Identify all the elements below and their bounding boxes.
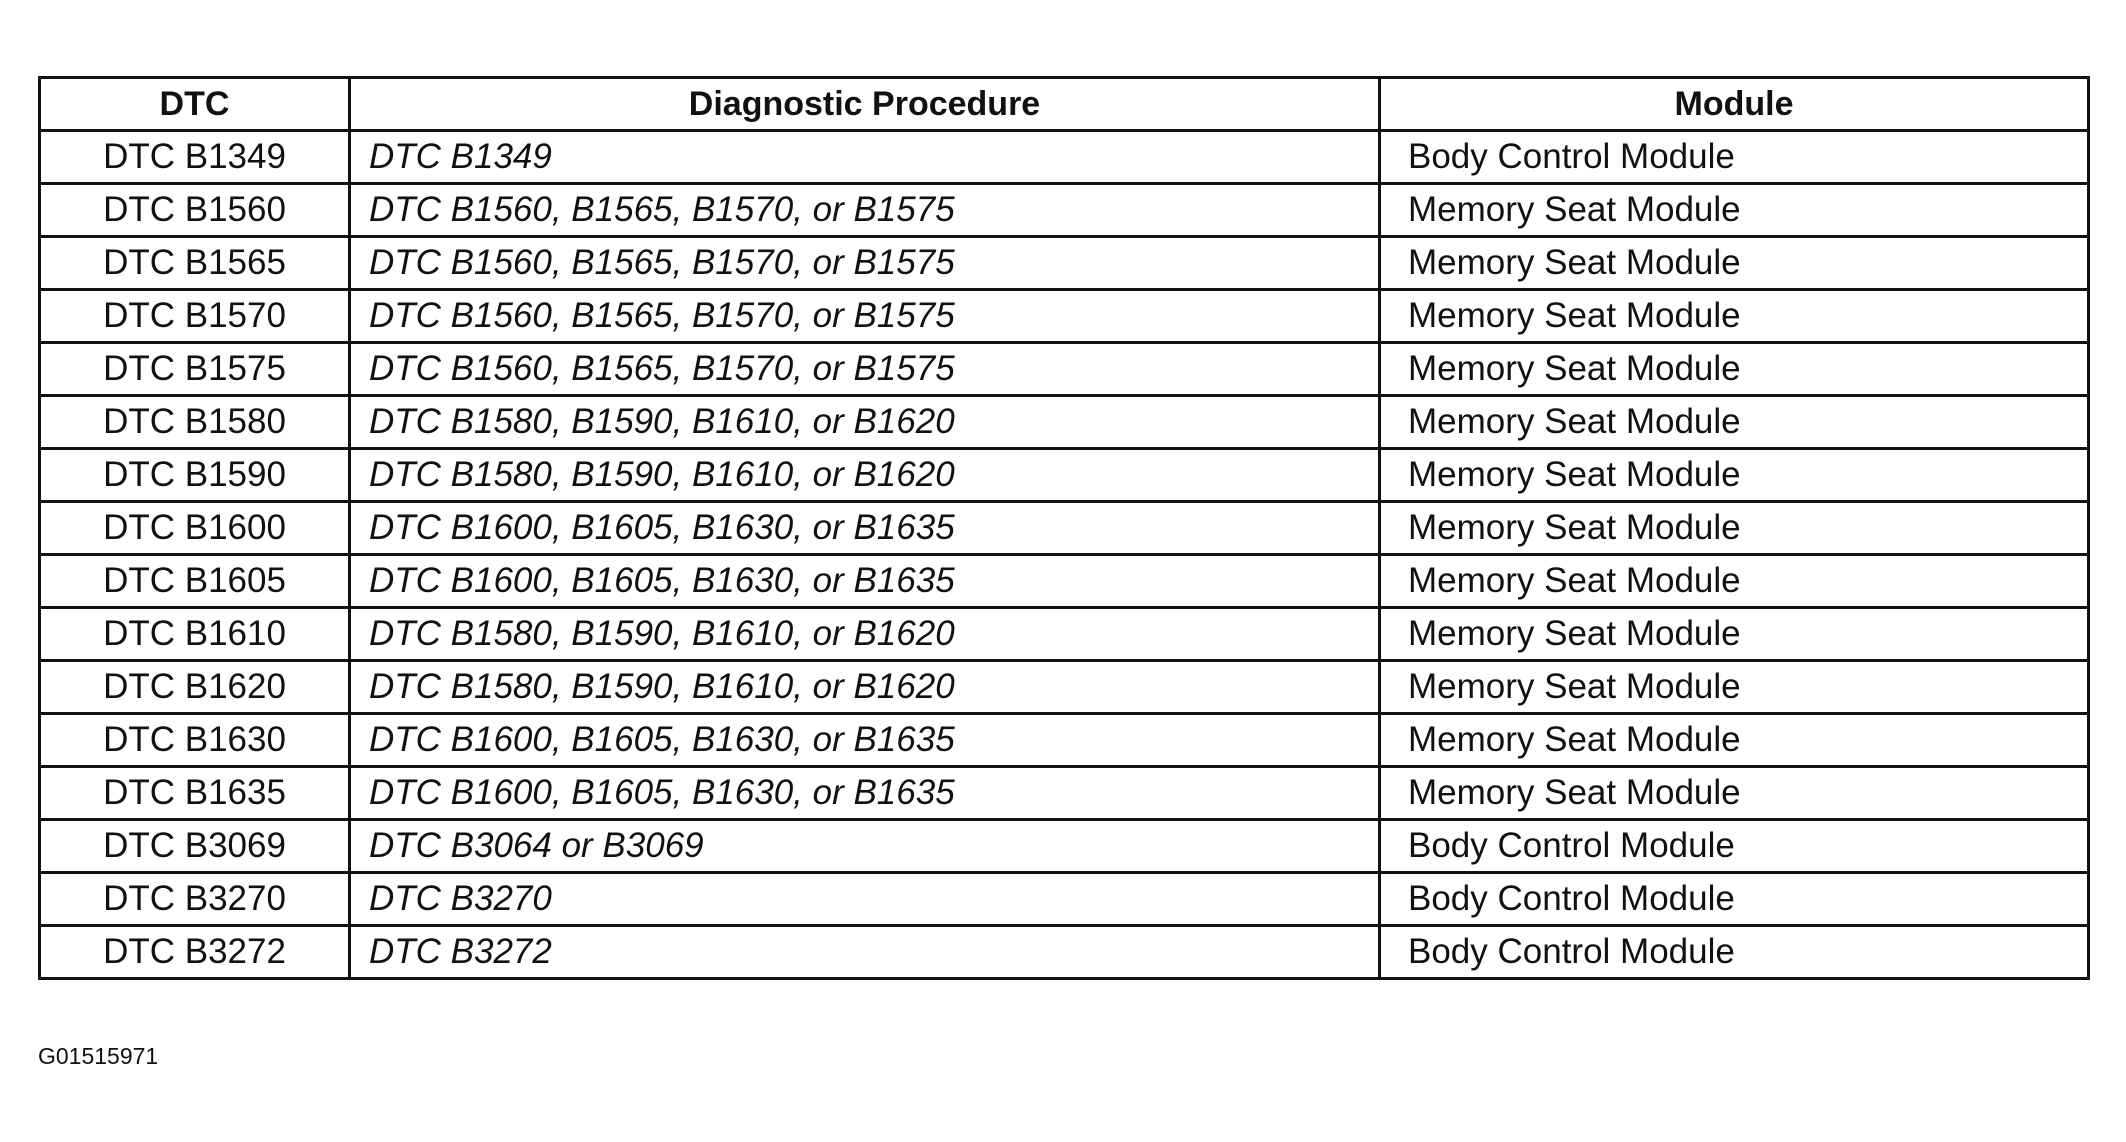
dtc-code-cell: DTC B1600 [40, 502, 350, 555]
diagnostic-procedure-cell: DTC B1580, B1590, B1610, or B1620 [350, 449, 1380, 502]
module-cell: Body Control Module [1380, 131, 2089, 184]
module-cell: Memory Seat Module [1380, 449, 2089, 502]
diagnostic-procedure-cell: DTC B1580, B1590, B1610, or B1620 [350, 608, 1380, 661]
dtc-code-cell: DTC B1570 [40, 290, 350, 343]
dtc-table [38, 76, 2090, 980]
figure-id: G01515971 [38, 1043, 159, 1069]
diagnostic-procedure-cell: DTC B1349 [350, 131, 1380, 184]
table-row [40, 661, 2089, 714]
dtc-code-cell: DTC B1630 [40, 714, 350, 767]
module-cell: Body Control Module [1380, 873, 2089, 926]
diagnostic-procedure-cell: DTC B3270 [350, 873, 1380, 926]
table-row [40, 184, 2089, 237]
table-row [40, 767, 2089, 820]
diagnostic-procedure-cell: DTC B1600, B1605, B1630, or B1635 [350, 502, 1380, 555]
diagnostic-procedure-cell: DTC B1600, B1605, B1630, or B1635 [350, 714, 1380, 767]
module-cell: Memory Seat Module [1380, 714, 2089, 767]
module-cell: Memory Seat Module [1380, 555, 2089, 608]
header-module: Module [1380, 78, 2089, 131]
diagnostic-procedure-cell: DTC B1580, B1590, B1610, or B1620 [350, 396, 1380, 449]
header-dtc: DTC [40, 78, 350, 131]
dtc-code-cell: DTC B1610 [40, 608, 350, 661]
table-row [40, 237, 2089, 290]
module-cell: Memory Seat Module [1380, 502, 2089, 555]
table-row [40, 820, 2089, 873]
table-row [40, 449, 2089, 502]
module-cell: Memory Seat Module [1380, 608, 2089, 661]
table-row [40, 396, 2089, 449]
diagnostic-procedure-cell: DTC B1580, B1590, B1610, or B1620 [350, 661, 1380, 714]
dtc-code-cell: DTC B1565 [40, 237, 350, 290]
dtc-code-cell: DTC B3272 [40, 926, 350, 979]
table-row [40, 714, 2089, 767]
dtc-code-cell: DTC B1580 [40, 396, 350, 449]
table-row [40, 131, 2089, 184]
module-cell: Body Control Module [1380, 926, 2089, 979]
dtc-code-cell: DTC B1605 [40, 555, 350, 608]
diagnostic-procedure-cell: DTC B1560, B1565, B1570, or B1575 [350, 343, 1380, 396]
diagnostic-procedure-cell: DTC B3272 [350, 926, 1380, 979]
dtc-code-cell: DTC B1590 [40, 449, 350, 502]
dtc-code-cell: DTC B1620 [40, 661, 350, 714]
table-header-row [40, 78, 2089, 131]
diagnostic-procedure-cell: DTC B1560, B1565, B1570, or B1575 [350, 184, 1380, 237]
dtc-code-cell: DTC B1575 [40, 343, 350, 396]
table-row [40, 555, 2089, 608]
table-row [40, 343, 2089, 396]
table-body [40, 131, 2089, 979]
table-row [40, 290, 2089, 343]
diagnostic-procedure-cell: DTC B1560, B1565, B1570, or B1575 [350, 290, 1380, 343]
header-diagnostic-procedure: Diagnostic Procedure [350, 78, 1380, 131]
diagnostic-procedure-cell: DTC B1560, B1565, B1570, or B1575 [350, 237, 1380, 290]
module-cell: Memory Seat Module [1380, 661, 2089, 714]
module-cell: Memory Seat Module [1380, 237, 2089, 290]
dtc-code-cell: DTC B3270 [40, 873, 350, 926]
module-cell: Memory Seat Module [1380, 767, 2089, 820]
diagnostic-procedure-cell: DTC B3064 or B3069 [350, 820, 1380, 873]
dtc-code-cell: DTC B3069 [40, 820, 350, 873]
dtc-code-cell: DTC B1560 [40, 184, 350, 237]
module-cell: Memory Seat Module [1380, 290, 2089, 343]
module-cell: Memory Seat Module [1380, 343, 2089, 396]
module-cell: Memory Seat Module [1380, 184, 2089, 237]
diagnostic-procedure-cell: DTC B1600, B1605, B1630, or B1635 [350, 767, 1380, 820]
dtc-code-cell: DTC B1635 [40, 767, 350, 820]
module-cell: Memory Seat Module [1380, 396, 2089, 449]
table-row [40, 873, 2089, 926]
table-row [40, 502, 2089, 555]
module-cell: Body Control Module [1380, 820, 2089, 873]
table-row [40, 926, 2089, 979]
diagnostic-procedure-cell: DTC B1600, B1605, B1630, or B1635 [350, 555, 1380, 608]
table-row [40, 608, 2089, 661]
dtc-code-cell: DTC B1349 [40, 131, 350, 184]
